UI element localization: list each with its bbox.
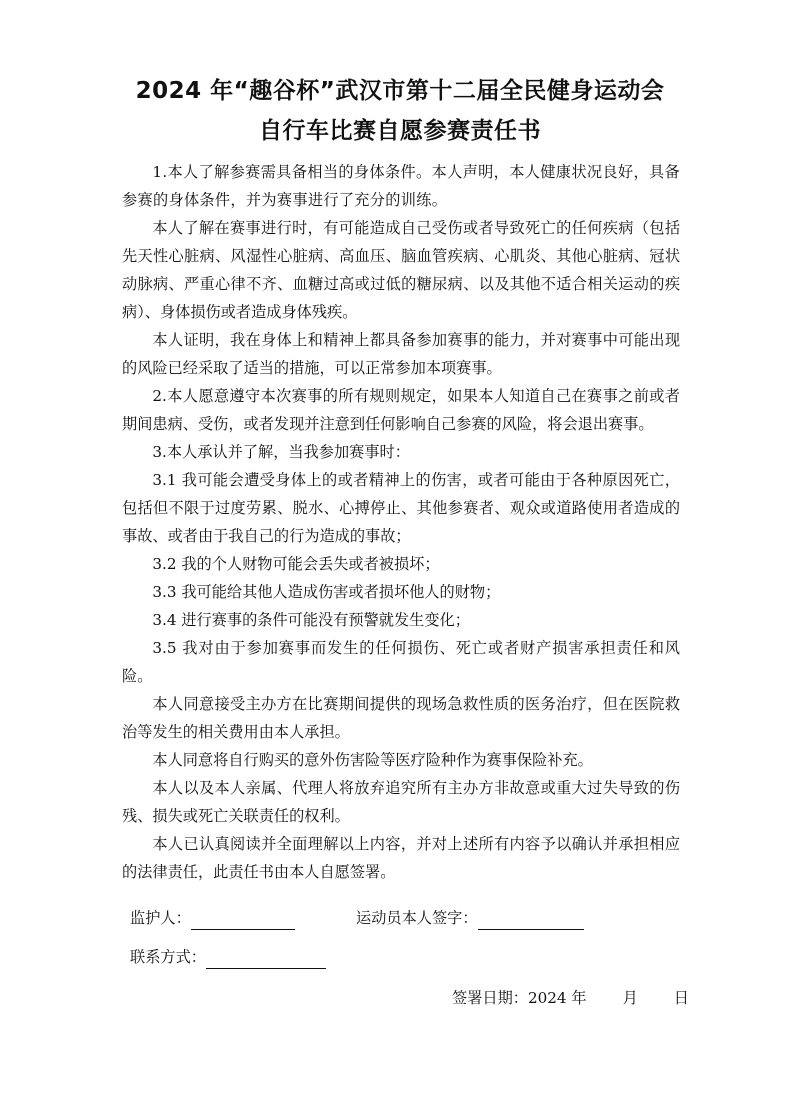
paragraph-2: 本人了解在赛事进行时，有可能造成自己受伤或者导致死亡的任何疾病（包括先天性心脏病、风湿性心脏病、高血压、脑血管疾病、心肌炎、其他心脏病、冠状动脉病、严重心律不齐、血糖过高或过低的糖尿病、以及其他不适合相关运动的疾病）、身体损伤或者造成身体残疾。: [122, 219, 680, 321]
contact-label: 联系方式：: [130, 948, 206, 966]
date-label: 签署日期：2024 年: [452, 989, 587, 1007]
paragraph-13: 本人以及本人亲属、代理人将放弃追究所有主办方非故意或重大过失导致的伤残、损失或死亡关联责任的权利。: [122, 779, 680, 825]
athlete-signature-line[interactable]: [478, 911, 584, 930]
month-label: 月: [622, 989, 638, 1007]
document-title-line2: 自行车比赛自愿参赛责任书: [259, 118, 541, 144]
guardian-signature-line[interactable]: [191, 911, 295, 930]
paragraph-9: 3.4 进行赛事的条件可能没有预警就发生变化；: [152, 611, 470, 629]
paragraph-8: 3.3 我可能给其他人造成伤害或者损坏他人的财物；: [152, 583, 501, 601]
paragraph-14: 本人已认真阅读并全面理解以上内容，并对上述所有内容予以确认并承担相应的法律责任，此责任书由本人自愿签署。: [122, 835, 680, 881]
paragraph-10: 3.5 我对由于参加赛事而发生的任何损伤、死亡或者财产损害承担责任和风险。: [122, 639, 680, 685]
paragraph-6: 3.1 我可能会遭受身体上的或者精神上的伤害，或者可能由于各种原因死亡，包括但不限于过度劳累、脱水、心搏停止、其他参赛者、观众或道路使用者造成的事故、或者由于我自己的行为造成的事故；: [122, 471, 680, 545]
day-label: 日: [673, 989, 689, 1007]
paragraph-7: 3.2 我的个人财物可能会丢失或者被损坏；: [152, 555, 440, 573]
athlete-label: 运动员本人签字：: [356, 909, 478, 927]
paragraph-3: 本人证明，我在身体上和精神上都具备参加赛事的能力，并对赛事中可能出现的风险已经采取了适当的措施，可以正常参加本项赛事。: [122, 331, 680, 377]
paragraph-1: 1.本人了解参赛需具备相当的身体条件。本人声明，本人健康状况良好，具备参赛的身体条件，并为赛事进行了充分的训练。: [122, 163, 680, 209]
contact-line[interactable]: [206, 950, 326, 969]
guardian-label: 监护人：: [130, 909, 191, 927]
athlete-signature: [356, 906, 584, 930]
signing-date: [452, 986, 689, 1010]
paragraph-11: 本人同意接受主办方在比赛期间提供的现场急救性质的医务治疗，但在医院救治等发生的相关费用由本人承担。: [122, 695, 680, 741]
paragraph-4: 2.本人愿意遵守本次赛事的所有规则规定，如果本人知道自己在赛事之前或者期间患病、受伤，或者发现并注意到任何影响自己参赛的风险，将会退出赛事。: [122, 387, 680, 433]
contact-info: [130, 945, 326, 969]
document-title-line1: 2024 年“趣谷杯”武汉市第十二届全民健身运动会: [135, 78, 665, 104]
paragraph-5: 3.本人承认并了解，当我参加赛事时：: [152, 443, 410, 461]
paragraph-12: 本人同意将自行购买的意外伤害险等医疗险种作为赛事保险补充。: [152, 751, 593, 769]
document-body: [122, 158, 680, 886]
guardian-signature: [130, 906, 295, 930]
